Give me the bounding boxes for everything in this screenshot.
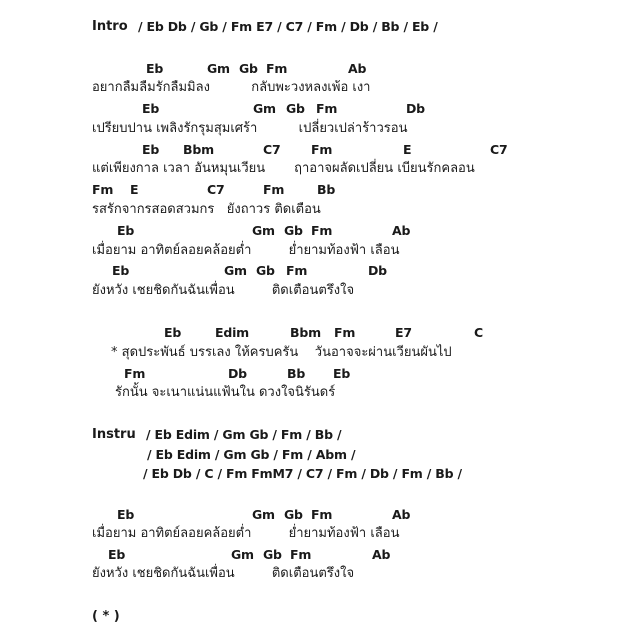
chord-name: C: [474, 325, 483, 340]
chord-name: Fm: [311, 142, 333, 157]
instrumental-line: / Eb Db / C / Fm FmM7 / C7 / Fm / Db / Fm / Bb /: [143, 466, 462, 481]
chord-name: Gm: [252, 507, 275, 522]
lyric-line: เมื่อยาม อาทิตย์ลอยคล้อยต่ำ ย่ำยามท้องฟ้า เลือน: [92, 526, 400, 541]
chord-row: [0, 366, 620, 382]
chord-row: [0, 61, 620, 77]
chord-row: [0, 223, 620, 239]
chord-name: Gb: [239, 61, 258, 76]
chord-name: E: [403, 142, 412, 157]
chord-name: Ab: [392, 223, 411, 238]
chord-name: Gm: [224, 263, 247, 278]
chord-row: [0, 101, 620, 117]
chord-name: Eb: [164, 325, 182, 340]
lyric-line: รักนั้น จะเนาแน่นแฟ้นใน ดวงใจนิรันดร์: [115, 385, 336, 400]
lyric-line: รสรักจากรสอดสวมกร ยังถาวร ติดเตือน: [92, 202, 321, 217]
chord-name: Eb: [108, 547, 126, 562]
chord-name: Bbm: [290, 325, 321, 340]
chord-name: Ab: [392, 507, 411, 522]
repeat-chorus-marker: ( * ): [92, 609, 120, 624]
instrumental-line: / Eb Edim / Gm Gb / Fm / Bb /: [146, 427, 342, 442]
chord-name: Fm: [311, 223, 333, 238]
chord-name: Bb: [287, 366, 306, 381]
chord-name: Gm: [207, 61, 230, 76]
chord-name: Eb: [142, 101, 160, 116]
chord-name: Eb: [117, 507, 135, 522]
chord-name: Fm: [266, 61, 288, 76]
lyric-line: ยังหวัง เชยชิดกันฉันเพื่อน ติดเตือนตรึงใจ: [92, 566, 355, 581]
chord-name: Gb: [286, 101, 305, 116]
instrumental-line: / Eb Edim / Gm Gb / Fm / Abm /: [147, 447, 356, 462]
chord-name: Fm: [286, 263, 308, 278]
chord-name: Eb: [142, 142, 160, 157]
chord-row: [0, 547, 620, 563]
chord-name: Fm: [92, 182, 114, 197]
chord-row: [0, 263, 620, 279]
chord-name: Bb: [317, 182, 336, 197]
chord-row: [0, 507, 620, 523]
chord-name: Eb: [146, 61, 164, 76]
chord-name: Gm: [253, 101, 276, 116]
chord-name: E7: [395, 325, 412, 340]
chord-name: Edim: [215, 325, 249, 340]
chord-name: E: [130, 182, 139, 197]
chord-name: Fm: [290, 547, 312, 562]
chord-name: Eb: [333, 366, 351, 381]
chord-name: Db: [406, 101, 425, 116]
chord-name: Db: [228, 366, 247, 381]
chord-name: C7: [490, 142, 508, 157]
chord-name: Eb: [112, 263, 130, 278]
chord-name: Gm: [231, 547, 254, 562]
chord-name: Gm: [252, 223, 275, 238]
chord-name: Fm: [316, 101, 338, 116]
chord-name: Db: [368, 263, 387, 278]
chord-name: C7: [263, 142, 281, 157]
chord-name: Gb: [284, 507, 303, 522]
chord-row: [0, 142, 620, 158]
chord-name: Ab: [348, 61, 367, 76]
chord-name: Fm: [263, 182, 285, 197]
lyric-line: เปรียบปาน เพลิงรักรุมสุมเศร้า เปลี่ยวเปล่าร้าวรอน: [92, 121, 408, 136]
lyric-line: * สุดประพันธ์ บรรเลง ให้ครบครัน วันอาจจะผ่านเวียนผันไป: [111, 345, 452, 360]
instrumental-label: Instru: [92, 427, 136, 442]
chord-name: Fm: [311, 507, 333, 522]
chord-row: [0, 182, 620, 198]
lyric-line: แต่เพียงกาล เวลา อันหมุนเวียน ฤาอาจผลัดเปลี่ยน เบียนรักคลอน: [92, 161, 475, 176]
chord-name: Ab: [372, 547, 391, 562]
lyric-line: เมื่อยาม อาทิตย์ลอยคล้อยต่ำ ย่ำยามท้องฟ้า เลือน: [92, 243, 400, 258]
intro-progression: / Eb Db / Gb / Fm E7 / C7 / Fm / Db / Bb / Eb /: [138, 19, 438, 34]
chord-name: C7: [207, 182, 225, 197]
lyric-line: ยังหวัง เชยชิดกันฉันเพื่อน ติดเตือนตรึงใจ: [92, 283, 355, 298]
chord-name: Gb: [256, 263, 275, 278]
chord-name: Fm: [124, 366, 146, 381]
chord-name: Eb: [117, 223, 135, 238]
lyric-line: อยากลืมลืมรักลืมมิลง กลับพะวงหลงเพ้อ เงา: [92, 80, 371, 95]
chord-name: Gb: [284, 223, 303, 238]
chord-name: Fm: [334, 325, 356, 340]
chord-name: Gb: [263, 547, 282, 562]
chord-name: Bbm: [183, 142, 214, 157]
intro-label: Intro: [92, 19, 128, 34]
chord-row: [0, 325, 620, 341]
